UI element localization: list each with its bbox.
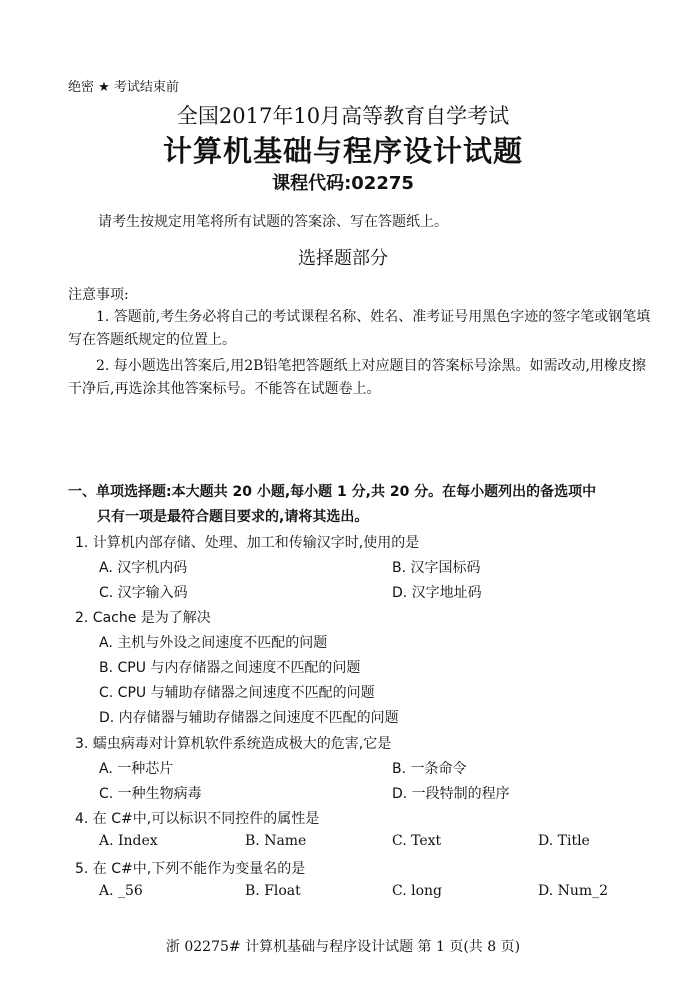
question-stem: 4. 在 C#中,可以标识不同控件的属性是 (75, 811, 320, 827)
question-option: B. 一条命令 (392, 761, 467, 777)
notes-heading: 注意事项: (68, 287, 129, 303)
question-option: C. Text (392, 833, 442, 849)
paper-title: 计算机基础与程序设计试题 (162, 134, 523, 168)
question-option: B. Name (245, 833, 307, 849)
exam-title: 全国2017年10月高等教育自学考试 (176, 104, 510, 128)
question-option: D. Title (538, 833, 590, 849)
question-stem: 5. 在 C#中,下列不能作为变量名的是 (75, 861, 306, 877)
course-code: 课程代码:02275 (272, 173, 414, 194)
part-heading-continued: 只有一项是最符合题目要求的,请将其选出。 (97, 509, 369, 525)
page-footer: 浙 02275# 计算机基础与程序设计试题 第 1 页(共 8 页) (165, 939, 521, 955)
question-stem: 2. Cache 是为了解决 (75, 610, 211, 626)
question-option: C. long (392, 883, 442, 899)
question-option: C. 一种生物病毒 (99, 786, 202, 802)
question-option: B. 汉字国标码 (392, 560, 481, 576)
question-option: B. CPU 与内存储器之间速度不匹配的问题 (99, 660, 361, 676)
question-option: D. 内存储器与辅助存储器之间速度不匹配的问题 (99, 710, 399, 726)
confidential-mark: 绝密 ★ 考试结束前 (68, 80, 179, 95)
question-option: C. CPU 与辅助存储器之间速度不匹配的问题 (99, 685, 375, 701)
question-option: A. 一种芯片 (99, 761, 174, 777)
question-option: D. 一段特制的程序 (392, 786, 510, 802)
question-stem: 1. 计算机内部存储、处理、加工和传输汉字时,使用的是 (75, 535, 420, 551)
question-option: B. Float (245, 883, 301, 899)
question-option: D. 汉字地址码 (392, 585, 482, 601)
note-item: 1. 答题前,考生务必将自己的考试课程名称、姓名、准考证号用黑色字迹的签字笔或钢笔填写在答题纸规定的位置上。 (68, 309, 651, 348)
question-option: A. 汉字机内码 (99, 560, 188, 576)
question-stem: 3. 蠕虫病毒对计算机软件系统造成极大的危害,它是 (75, 736, 392, 752)
section-title: 选择题部分 (298, 248, 388, 269)
question-option: C. 汉字输入码 (99, 585, 188, 601)
note-item: 2. 每小题选出答案后,用2B铅笔把答题纸上对应题目的答案标号涂黑。如需改动,用橡皮擦干净后,再选涂其他答案标号。不能答在试题卷上。 (68, 358, 646, 397)
question-option: A. 主机与外设之间速度不匹配的问题 (99, 635, 328, 651)
question-option: A. Index (99, 833, 158, 849)
instruction-text: 请考生按规定用笔将所有试题的答案涂、写在答题纸上。 (98, 214, 448, 230)
question-option: D. Num_2 (538, 883, 609, 899)
question-option: A. _56 (99, 883, 143, 899)
part-heading: 一、单项选择题:本大题共 20 小题,每小题 1 分,共 20 分。在每小题列出的备选项中 (68, 484, 597, 500)
